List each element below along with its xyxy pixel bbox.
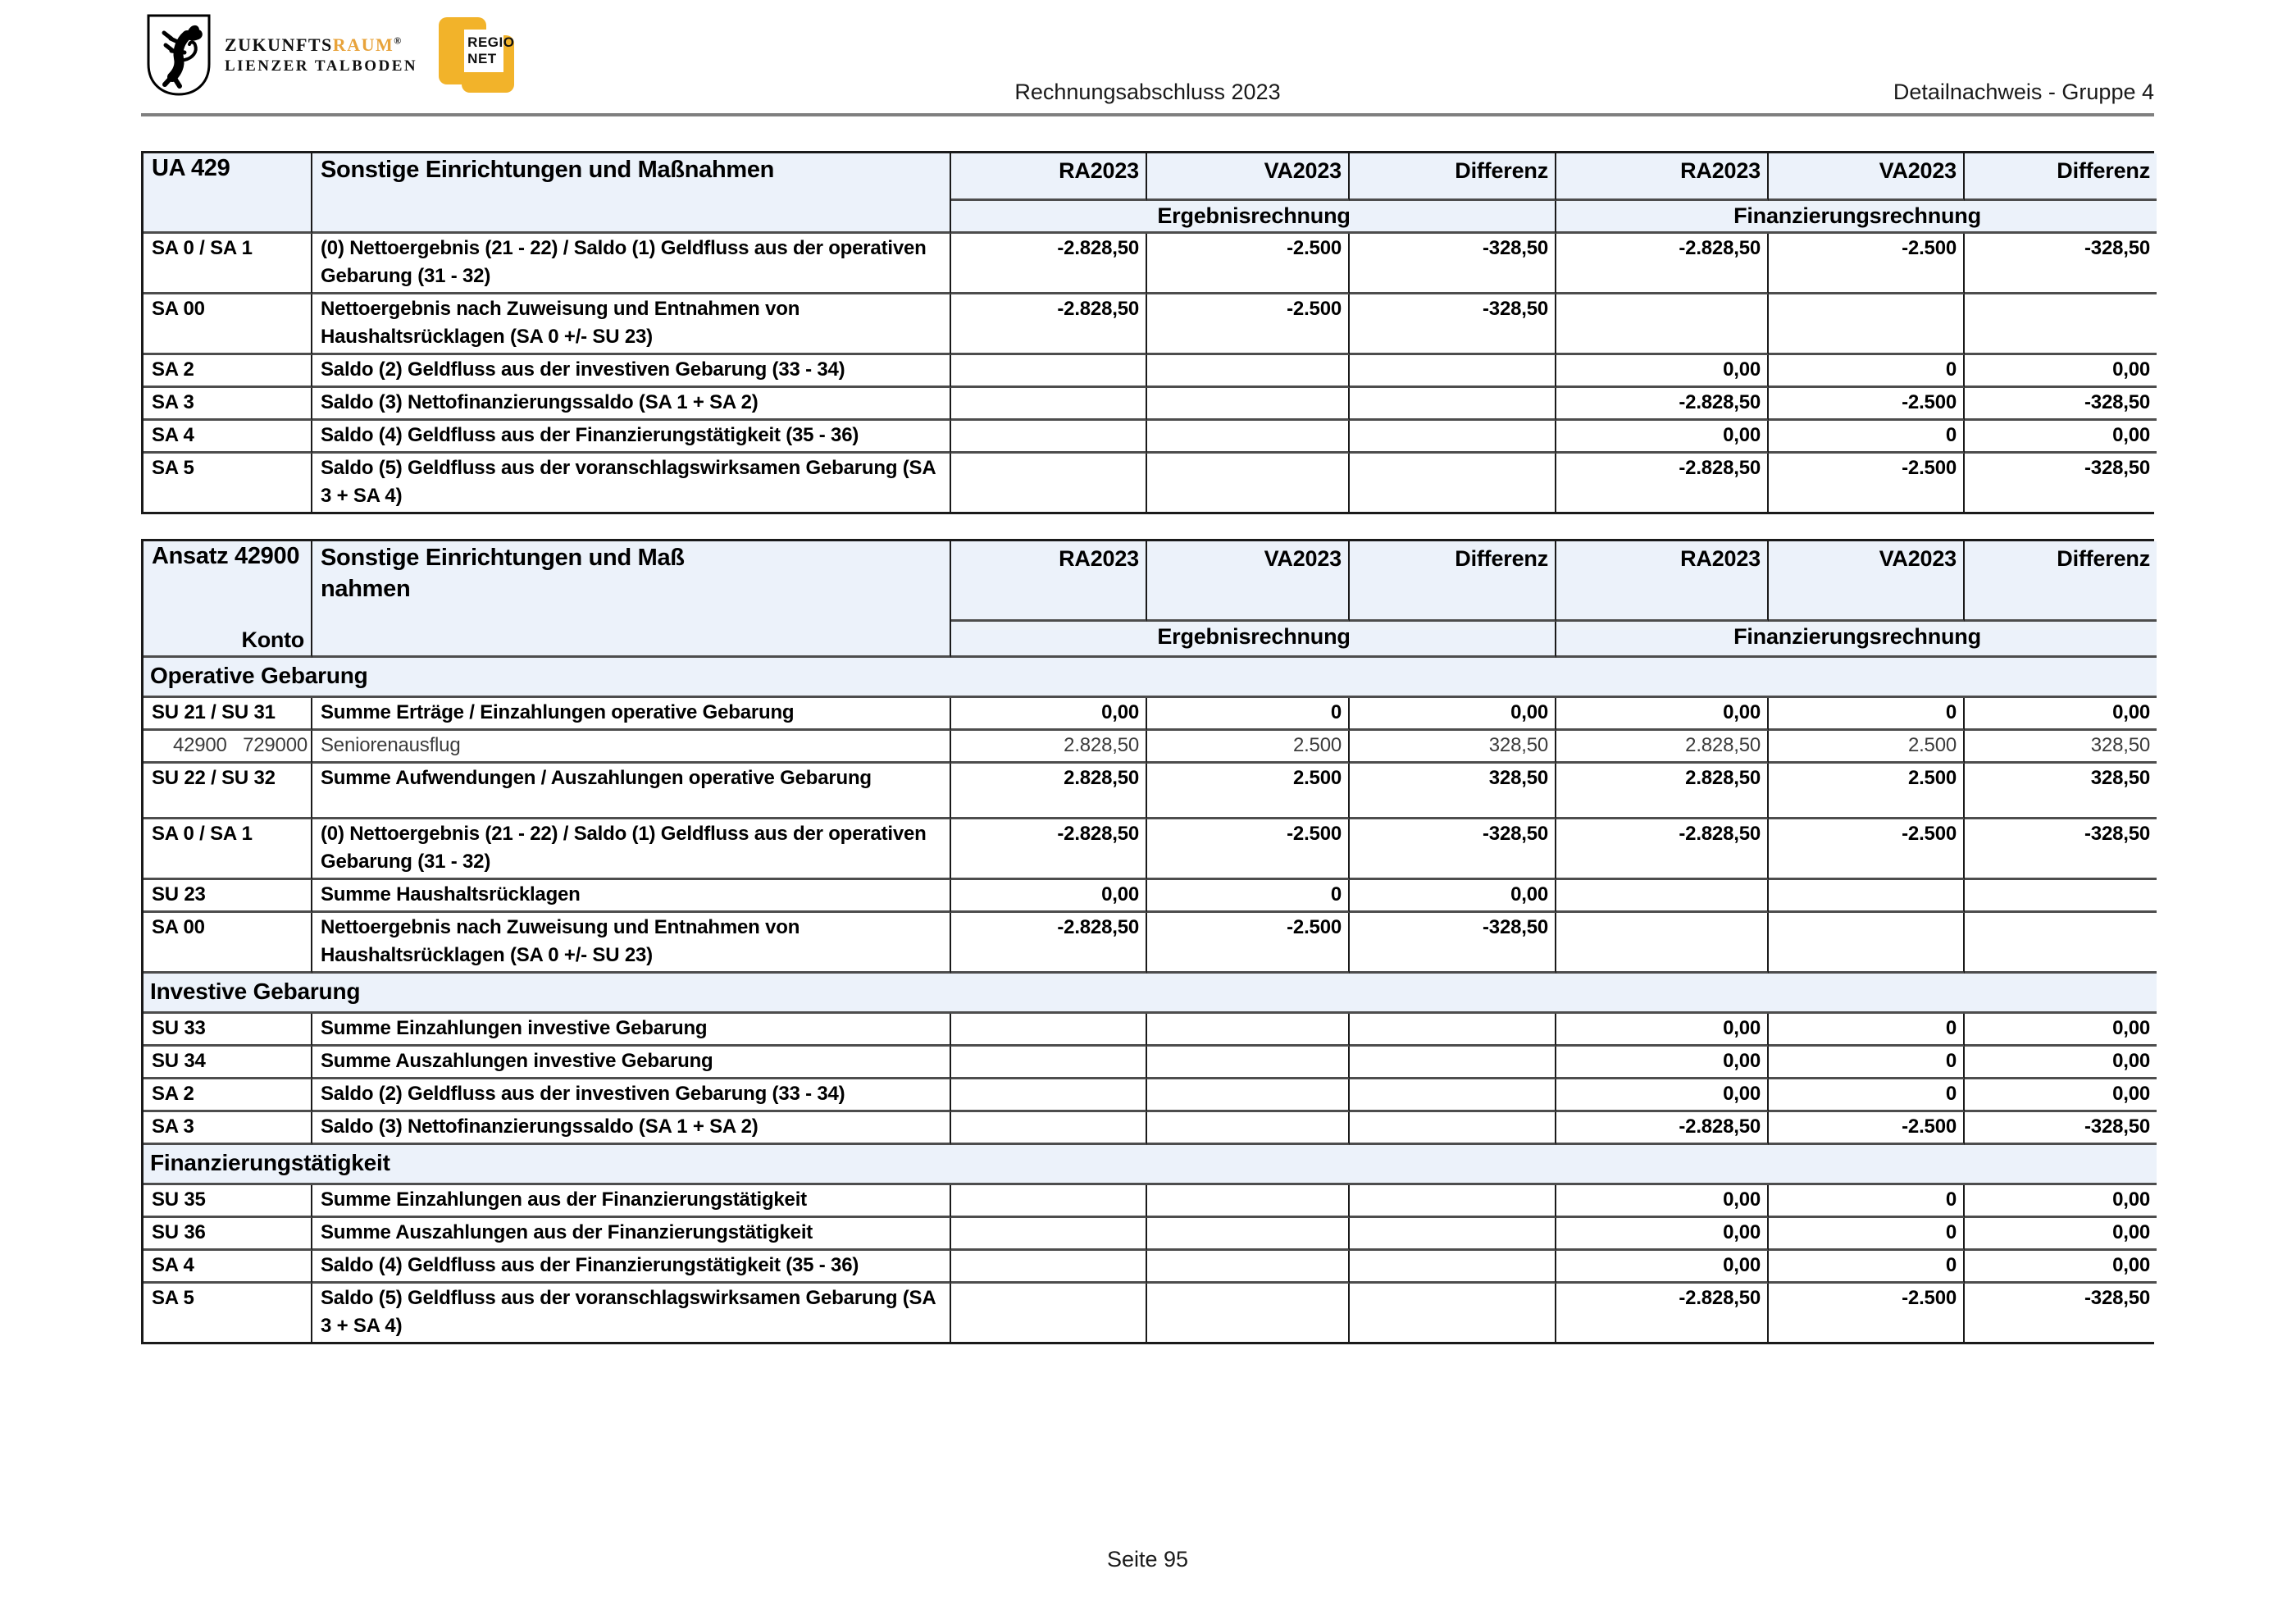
cell-value: -2.500 (1147, 234, 1350, 294)
row-label: (0) Nettoergebnis (21 - 22) / Saldo (1) Geldfluss aus der operativen Gebarung (31 - 32) (312, 819, 951, 880)
group-header-finanzierungsrechnung: Finanzierungsrechnung (1556, 622, 2157, 658)
row-label: (0) Nettoergebnis (21 - 22) / Saldo (1) Geldfluss aus der operativen Gebarung (31 - 32) (312, 234, 951, 294)
cell-value (951, 1014, 1147, 1047)
cell-value (1556, 294, 1769, 355)
row-label: Summe Auszahlungen aus der Finanzierungstätigkeit (312, 1218, 951, 1251)
row-label: Summe Aufwendungen / Auszahlungen operative Gebarung (312, 764, 951, 819)
cell-value: 0,00 (951, 880, 1147, 913)
cell-value: 0,00 (1556, 1251, 1769, 1284)
column-header-differenz: Differenz (1965, 153, 2157, 201)
cell-value: -2.828,50 (1556, 819, 1769, 880)
regionet-line1: REGIO (467, 34, 515, 50)
cell-value (1769, 880, 1965, 913)
cell-value (1147, 1079, 1350, 1112)
cell-value: 2.828,50 (951, 764, 1147, 819)
table-title (312, 541, 951, 658)
cell-value: -2.828,50 (1556, 1112, 1769, 1145)
row-code: SA 0 / SA 1 (144, 819, 312, 880)
row-label: Saldo (4) Geldfluss aus der Finanzierungstätigkeit (35 - 36) (312, 421, 951, 454)
row-label: Saldo (5) Geldfluss aus der voranschlagswirksamen Gebarung (SA 3 + SA 4) (312, 1284, 951, 1342)
row-label: Summe Erträge / Einzahlungen operative Gebarung (312, 698, 951, 731)
row-code: SU 33 (144, 1014, 312, 1047)
column-header-va2023: VA2023 (1769, 153, 1965, 201)
page-header (141, 0, 2154, 113)
document-subtitle: Detailnachweis - Gruppe 4 (1893, 80, 2154, 104)
cell-value: -328,50 (1350, 913, 1556, 974)
cell-value: 0 (1769, 698, 1965, 731)
cell-value: 328,50 (1965, 731, 2157, 764)
cell-value: 0 (1769, 1251, 1965, 1284)
cell-value: -328,50 (1965, 388, 2157, 421)
cell-value (1350, 1014, 1556, 1047)
brand-name-part1: ZUKUNFTS (225, 34, 333, 55)
table-code (144, 153, 312, 234)
cell-value: 328,50 (1965, 764, 2157, 819)
cell-value: -2.828,50 (1556, 1284, 1769, 1342)
cell-value (1350, 421, 1556, 454)
column-header-differenz: Differenz (1350, 153, 1556, 201)
detail-table (141, 539, 2154, 1344)
header-divider (141, 113, 2154, 116)
cell-value: -328,50 (1350, 819, 1556, 880)
section-header-operative-gebarung: Operative Gebarung (144, 658, 2157, 698)
cell-value: 2.500 (1147, 764, 1350, 819)
cell-value: -2.828,50 (1556, 454, 1769, 512)
cell-value: 0,00 (1965, 1218, 2157, 1251)
row-code: SU 22 / SU 32 (144, 764, 312, 819)
cell-value (1350, 1284, 1556, 1342)
row-code: SA 5 (144, 454, 312, 512)
row-code: SU 34 (144, 1047, 312, 1079)
konto-label: Konto (241, 627, 304, 652)
cell-value: 0 (1769, 1047, 1965, 1079)
cell-value: -2.500 (1147, 294, 1350, 355)
cell-value: -328,50 (1965, 234, 2157, 294)
row-code: SA 0 / SA 1 (144, 234, 312, 294)
cell-value: -328,50 (1350, 234, 1556, 294)
cell-value (1350, 1218, 1556, 1251)
cell-value: 0 (1769, 1014, 1965, 1047)
cell-value: 0,00 (1350, 698, 1556, 731)
cell-value: -2.500 (1769, 388, 1965, 421)
summary-table (141, 151, 2154, 514)
row-label: Saldo (2) Geldfluss aus der investiven Gebarung (33 - 34) (312, 355, 951, 388)
cell-value (1147, 1185, 1350, 1218)
row-code: SA 3 (144, 388, 312, 421)
cell-value (1350, 1079, 1556, 1112)
account-label: Seniorenausflug (312, 731, 951, 764)
column-header-differenz: Differenz (1350, 541, 1556, 622)
cell-value: 0,00 (1556, 1047, 1769, 1079)
cell-value (1147, 1047, 1350, 1079)
cell-value: -2.500 (1769, 454, 1965, 512)
table-title-line1: Sonstige Einrichtungen und Maß (321, 545, 685, 571)
cell-value: -2.500 (1769, 1112, 1965, 1145)
cell-value (1350, 1251, 1556, 1284)
brand-line2: LIENZER TALBODEN (225, 57, 418, 75)
cell-value (1769, 913, 1965, 974)
cell-value (951, 388, 1147, 421)
cell-value: 0 (1147, 880, 1350, 913)
row-code: SU 35 (144, 1185, 312, 1218)
cell-value (1147, 388, 1350, 421)
cell-value: -2.828,50 (951, 913, 1147, 974)
cell-value: 328,50 (1350, 764, 1556, 819)
cell-value (1147, 1251, 1350, 1284)
row-code: SA 2 (144, 355, 312, 388)
cell-value: -2.828,50 (1556, 234, 1769, 294)
cell-value: -2.500 (1147, 913, 1350, 974)
table-title-line2: nahmen (321, 576, 411, 602)
brand-text (225, 34, 417, 75)
section-header-finanzierungstaetigkeit: Finanzierungstätigkeit (144, 1145, 2157, 1185)
page-content (141, 0, 2154, 1344)
row-label: Saldo (4) Geldfluss aus der Finanzierungstätigkeit (35 - 36) (312, 1251, 951, 1284)
cell-value: 0,00 (1350, 880, 1556, 913)
cell-value: 2.828,50 (951, 731, 1147, 764)
cell-value (1556, 913, 1769, 974)
page-number: Seite 95 (1106, 1547, 1189, 1572)
regionet-line2: NET (467, 51, 497, 66)
cell-value: 328,50 (1350, 731, 1556, 764)
row-label: Summe Einzahlungen aus der Finanzierungstätigkeit (312, 1185, 951, 1218)
cell-value (951, 454, 1147, 512)
brand-line1 (225, 34, 417, 56)
brand-name-part2: RAUM (332, 34, 394, 55)
group-header-finanzierungsrechnung: Finanzierungsrechnung (1556, 201, 2157, 234)
cell-value: -2.500 (1769, 819, 1965, 880)
cell-value: 0,00 (1965, 1185, 2157, 1218)
cell-value (1965, 294, 2157, 355)
document-title: Rechnungsabschluss 2023 (1014, 80, 1281, 104)
cell-value: 2.828,50 (1556, 731, 1769, 764)
cell-value: 0,00 (1556, 1218, 1769, 1251)
cell-value (1147, 1284, 1350, 1342)
cell-value (951, 1112, 1147, 1145)
cell-value (951, 1218, 1147, 1251)
row-code: SA 00 (144, 913, 312, 974)
cell-value: 2.500 (1769, 731, 1965, 764)
cell-value (1147, 454, 1350, 512)
table-code-label: Ansatz 42900 (152, 543, 300, 569)
cell-value (1965, 880, 2157, 913)
row-code: SA 00 (144, 294, 312, 355)
cell-value: -2.828,50 (951, 234, 1147, 294)
cell-value: -2.828,50 (951, 294, 1147, 355)
section-header-investive-gebarung: Investive Gebarung (144, 974, 2157, 1014)
column-header-ra2023: RA2023 (951, 153, 1147, 201)
cell-value: -328,50 (1350, 294, 1556, 355)
cell-value (1147, 355, 1350, 388)
row-code: SA 4 (144, 1251, 312, 1284)
row-label: Nettoergebnis nach Zuweisung und Entnahmen von Haushaltsrücklagen (SA 0 +/- SU 23) (312, 294, 951, 355)
regionet-label (464, 30, 515, 72)
row-label: Saldo (2) Geldfluss aus der investiven Gebarung (33 - 34) (312, 1079, 951, 1112)
cell-value: 0 (1769, 421, 1965, 454)
column-header-ra2023: RA2023 (1556, 541, 1769, 622)
cell-value: -2.828,50 (1556, 388, 1769, 421)
cell-value: 0,00 (1965, 1047, 2157, 1079)
row-label: Saldo (5) Geldfluss aus der voranschlagswirksamen Gebarung (SA 3 + SA 4) (312, 454, 951, 512)
cell-value (951, 421, 1147, 454)
cell-value (951, 1284, 1147, 1342)
column-header-ra2023: RA2023 (1556, 153, 1769, 201)
account-code: 42900 729000 (144, 731, 312, 764)
cell-value (1147, 1014, 1350, 1047)
row-label: Summe Einzahlungen investive Gebarung (312, 1014, 951, 1047)
cell-value (1350, 1047, 1556, 1079)
cell-value: 0 (1769, 1079, 1965, 1112)
cell-value: 0,00 (1556, 1014, 1769, 1047)
cell-value (1556, 880, 1769, 913)
table-title: Sonstige Einrichtungen und Maßnahmen (312, 153, 951, 234)
cell-value (1350, 1112, 1556, 1145)
row-label: Summe Auszahlungen investive Gebarung (312, 1047, 951, 1079)
cell-value: -328,50 (1965, 1284, 2157, 1342)
row-code: SA 4 (144, 421, 312, 454)
cell-value: 0,00 (1556, 698, 1769, 731)
cell-value: -2.500 (1147, 819, 1350, 880)
cell-value: 0,00 (1556, 1079, 1769, 1112)
cell-value: 0,00 (1556, 421, 1769, 454)
row-label: Nettoergebnis nach Zuweisung und Entnahmen von Haushaltsrücklagen (SA 0 +/- SU 23) (312, 913, 951, 974)
group-header-ergebnisrechnung: Ergebnisrechnung (951, 201, 1556, 234)
row-code: SA 2 (144, 1079, 312, 1112)
cell-value: 2.828,50 (1556, 764, 1769, 819)
cell-value: 2.500 (1147, 731, 1350, 764)
row-code: SU 23 (144, 880, 312, 913)
cell-value: 0 (1147, 698, 1350, 731)
column-header-va2023: VA2023 (1147, 153, 1350, 201)
cell-value: -2.828,50 (951, 819, 1147, 880)
column-header-ra2023: RA2023 (951, 541, 1147, 622)
column-header-va2023: VA2023 (1769, 541, 1965, 622)
column-header-differenz: Differenz (1965, 541, 2157, 622)
cell-value: -328,50 (1965, 1112, 2157, 1145)
cell-value: 0,00 (1556, 1185, 1769, 1218)
cell-value (1147, 1218, 1350, 1251)
cell-value (1965, 913, 2157, 974)
cell-value: 0 (1769, 1185, 1965, 1218)
cell-value (951, 1251, 1147, 1284)
cell-value (1147, 421, 1350, 454)
cell-value (951, 1185, 1147, 1218)
cell-value (951, 1047, 1147, 1079)
cell-value: 0,00 (951, 698, 1147, 731)
table-code (144, 541, 312, 658)
cell-value: 0,00 (1965, 1079, 2157, 1112)
cell-value: 0 (1769, 355, 1965, 388)
cell-value (1350, 388, 1556, 421)
cell-value (1769, 294, 1965, 355)
cell-value: 0,00 (1965, 1251, 2157, 1284)
row-code: SU 36 (144, 1218, 312, 1251)
group-header-ergebnisrechnung: Ergebnisrechnung (951, 622, 1556, 658)
table-code-label: UA 429 (152, 155, 230, 181)
row-code: SA 5 (144, 1284, 312, 1342)
cell-value: -2.500 (1769, 1284, 1965, 1342)
cell-value: 0 (1769, 1218, 1965, 1251)
registered-mark: ® (394, 34, 403, 47)
row-label: Saldo (3) Nettofinanzierungssaldo (SA 1 + SA 2) (312, 388, 951, 421)
cell-value: 0,00 (1965, 355, 2157, 388)
cell-value (951, 1079, 1147, 1112)
cell-value: 0,00 (1965, 698, 2157, 731)
column-header-va2023: VA2023 (1147, 541, 1350, 622)
cell-value: 2.500 (1769, 764, 1965, 819)
cell-value: -328,50 (1965, 454, 2157, 512)
row-code: SA 3 (144, 1112, 312, 1145)
cell-value (951, 355, 1147, 388)
cell-value: 0,00 (1556, 355, 1769, 388)
row-label: Summe Haushaltsrücklagen (312, 880, 951, 913)
cell-value: -2.500 (1769, 234, 1965, 294)
cell-value (1350, 355, 1556, 388)
cell-value: 0,00 (1965, 1014, 2157, 1047)
cell-value: -328,50 (1965, 819, 2157, 880)
row-label: Saldo (3) Nettofinanzierungssaldo (SA 1 + SA 2) (312, 1112, 951, 1145)
row-code: SU 21 / SU 31 (144, 698, 312, 731)
cell-value: 0,00 (1965, 421, 2157, 454)
cell-value (1350, 454, 1556, 512)
cell-value (1147, 1112, 1350, 1145)
cell-value (1350, 1185, 1556, 1218)
